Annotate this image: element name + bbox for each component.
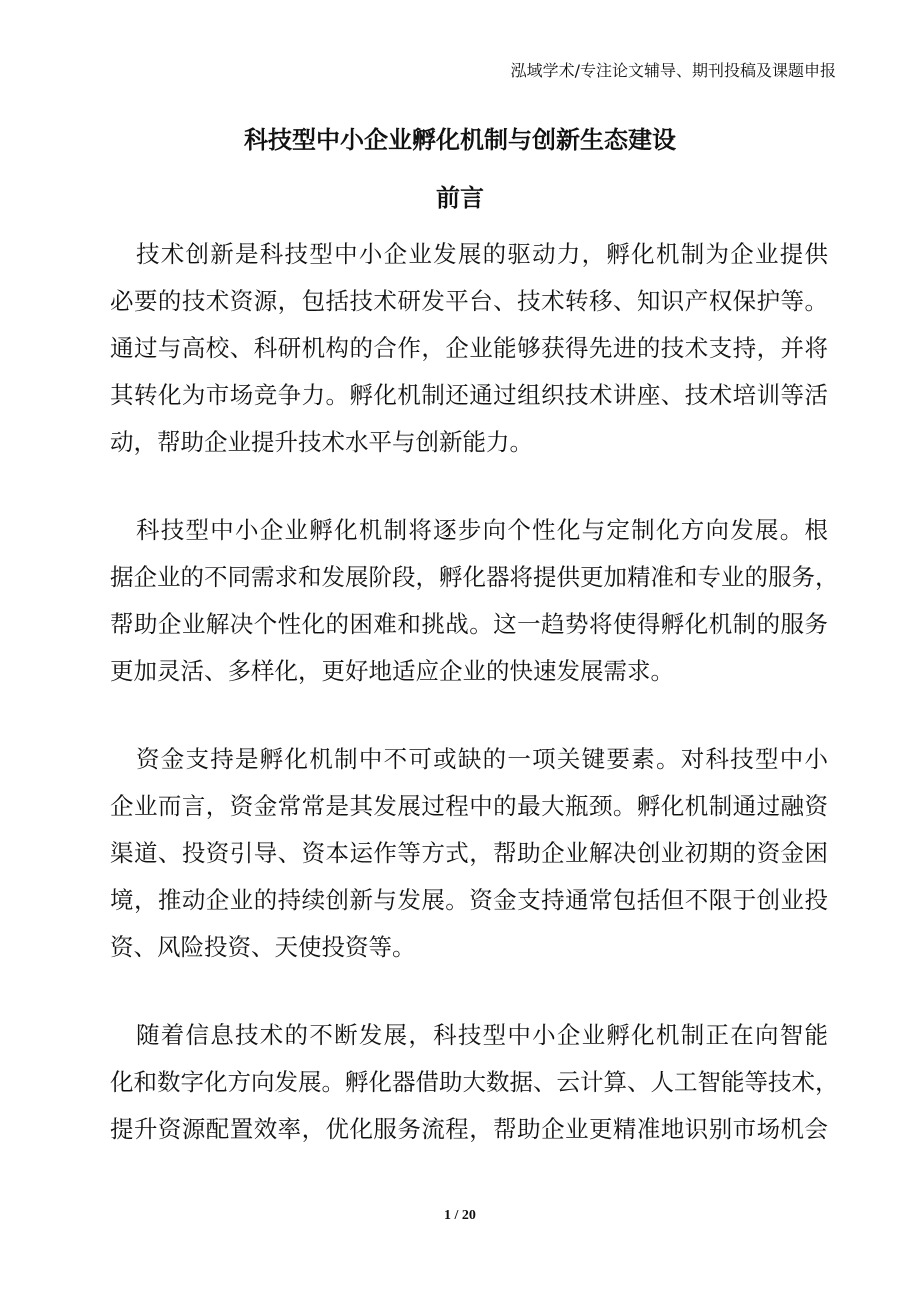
text-line: 化和数字化方向发展。孵化器借助大数据、云计算、人工智能等技术，	[110, 1068, 839, 1096]
document-body	[110, 234, 839, 1197]
text-line: 随着信息技术的不断发展，科技型中小企业孵化机制正在向智能	[136, 1021, 828, 1049]
section-heading: 前言	[436, 184, 484, 212]
page-header: 泓域学术/专注论文辅导、期刊投稿及课题申报	[510, 61, 836, 80]
text-line: 提升资源配置效率，优化服务流程，帮助企业更精准地识别市场机会	[110, 1115, 828, 1143]
text-line: 资金支持是孵化机制中不可或缺的一项关键要素。对科技型中小	[136, 745, 828, 773]
text-line: 境，推动企业的持续创新与发展。资金支持通常包括但不限于创业投	[110, 886, 828, 914]
paragraph	[110, 739, 828, 974]
text-line: 帮助企业解决个性化的困难和挑战。这一趋势将使得孵化机制的服务	[110, 610, 828, 638]
text-line: 技术创新是科技型中小企业发展的驱动力，孵化机制为企业提供	[136, 240, 828, 268]
paragraph	[110, 510, 839, 698]
text-line: 科技型中小企业孵化机制将逐步向个性化与定制化方向发展。根	[136, 516, 828, 544]
paragraph	[110, 1015, 839, 1156]
paragraph	[110, 234, 828, 469]
text-line: 更加灵活、多样化，更好地适应企业的快速发展需求。	[110, 657, 674, 685]
text-line: 动，帮助企业提升技术水平与创新能力。	[110, 428, 533, 456]
page-number: 1 / 20	[444, 1208, 476, 1223]
text-line: 企业而言，资金常常是其发展过程中的最大瓶颈。孵化机制通过融资	[110, 792, 828, 820]
text-line: 据企业的不同需求和发展阶段，孵化器将提供更加精准和专业的服务，	[110, 563, 839, 591]
text-line: 资、风险投资、天使投资等。	[110, 933, 416, 961]
text-line: 渠道、投资引导、资本运作等方式，帮助企业解决创业初期的资金困	[110, 839, 828, 867]
text-line: 其转化为市场竞争力。孵化机制还通过组织技术讲座、技术培训等活	[110, 381, 828, 409]
document-title: 科技型中小企业孵化机制与创新生态建设	[244, 126, 676, 154]
text-line: 必要的技术资源，包括技术研发平台、技术转移、知识产权保护等。	[110, 287, 828, 315]
text-line: 通过与高校、科研机构的合作，企业能够获得先进的技术支持，并将	[110, 334, 828, 362]
